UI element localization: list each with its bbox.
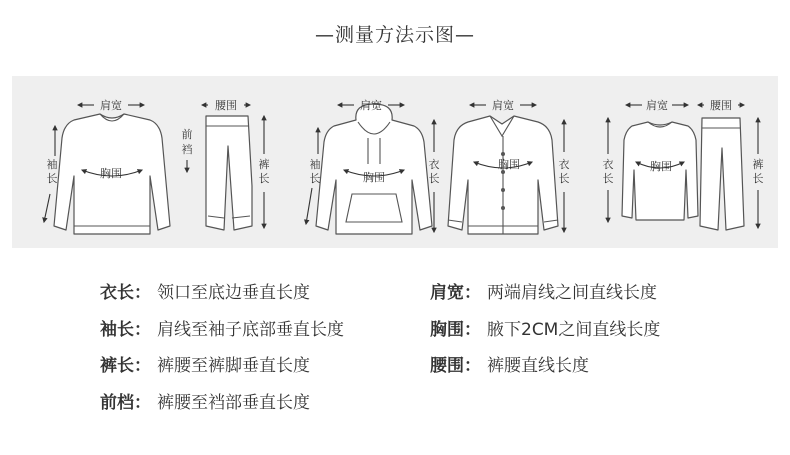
sweatshirt-sleeve-label-2: 长: [46, 172, 58, 185]
joggers-waist-label: 腰围: [215, 99, 237, 112]
hoodie-length-label-2: 长: [428, 172, 440, 185]
hoodie-garment: [316, 104, 432, 234]
page-title: —测量方法示图—: [314, 24, 475, 46]
legend-value: 裤腰直线长度: [487, 356, 589, 376]
joggers-waist-arrow: [202, 99, 250, 112]
legend-item-front-rise: [100, 388, 310, 413]
measurement-diagram: [12, 76, 778, 248]
legend-key: 前档：: [100, 393, 151, 413]
hoodie-sleeve-label-1: 袖: [309, 158, 321, 171]
joggers-garment: [206, 116, 252, 230]
set-shoulder-label: 肩宽: [646, 99, 668, 112]
set-top-length-label-1: 衣: [602, 158, 614, 171]
legend-key: 肩宽：: [430, 283, 481, 303]
set-pants-length-arrow: [753, 118, 764, 228]
legend-value: 两端肩线之间直线长度: [487, 283, 657, 303]
legend-key: 胸围：: [430, 320, 481, 340]
measurement-diagram-panel: [12, 76, 778, 248]
hoodie-sleeve-label-2: 长: [309, 172, 321, 185]
jacket-shoulder-label: 肩宽: [492, 99, 514, 112]
set-waist-label: 腰围: [710, 99, 732, 112]
set-shoulder-arrow: [626, 98, 688, 112]
legend-value: 腋下2CM之间直线长度: [487, 320, 661, 340]
jacket-length-label-1: 衣: [558, 158, 570, 171]
legend-item-pants-length: [100, 351, 310, 376]
legend-item-shoulder-width: [430, 278, 657, 303]
legend-value: 裤腰至裤脚垂直长度: [157, 356, 310, 376]
set-pants-length-label-1: 裤: [752, 158, 764, 171]
set-top-length-label-2: 长: [602, 172, 614, 185]
joggers-length-arrow: [259, 116, 270, 228]
legend-value: 裤腰至裆部垂直长度: [157, 393, 310, 413]
joggers-length-label-2: 长: [258, 172, 270, 185]
legend-item-chest: [430, 315, 660, 340]
legend-key: 腰围：: [430, 356, 481, 376]
jacket-length-arrow: [559, 120, 570, 232]
hoodie-chest-label: 胸围: [363, 171, 385, 184]
sweatshirt-chest-label: 胸围: [100, 167, 122, 180]
jacket-length-label-2: 长: [558, 172, 570, 185]
set-chest-label: 胸围: [650, 160, 672, 173]
legend-key: 裤长：: [100, 356, 151, 376]
hoodie-shoulder-arrow: [338, 98, 404, 112]
jacket-chest-label: 胸围: [498, 158, 520, 171]
joggers-rise-label-1: 前: [181, 128, 193, 141]
joggers-length-label-1: 裤: [258, 158, 270, 171]
set-pants-length-label-2: 长: [752, 172, 764, 185]
sweatshirt-shoulder-arrow: [78, 98, 144, 112]
hoodie-length-label-1: 衣: [428, 158, 440, 171]
sweatshirt-shoulder-label: 肩宽: [100, 99, 122, 112]
legend-value: 领口至底边垂直长度: [157, 283, 310, 303]
legend-item-body-length: [100, 278, 310, 303]
joggers-rise-label-2: 裆: [181, 143, 193, 156]
legend-item-waist: [430, 351, 589, 376]
set-waist-arrow: [698, 99, 744, 112]
legend-value: 肩线至袖子底部垂直长度: [157, 320, 344, 340]
set-top-length-arrow: [603, 118, 614, 222]
legend-item-sleeve-length: [100, 315, 344, 340]
jacket-garment: [448, 116, 558, 234]
legend-key: 衣长：: [100, 283, 151, 303]
lounge-pants-garment: [700, 118, 744, 230]
legend-key: 袖长：: [100, 320, 151, 340]
joggers-rise-arrow: [182, 127, 193, 172]
hoodie-shoulder-label: 肩宽: [360, 99, 382, 112]
jacket-shoulder-arrow: [470, 98, 536, 112]
sweatshirt-sleeve-label-1: 袖: [46, 158, 58, 171]
